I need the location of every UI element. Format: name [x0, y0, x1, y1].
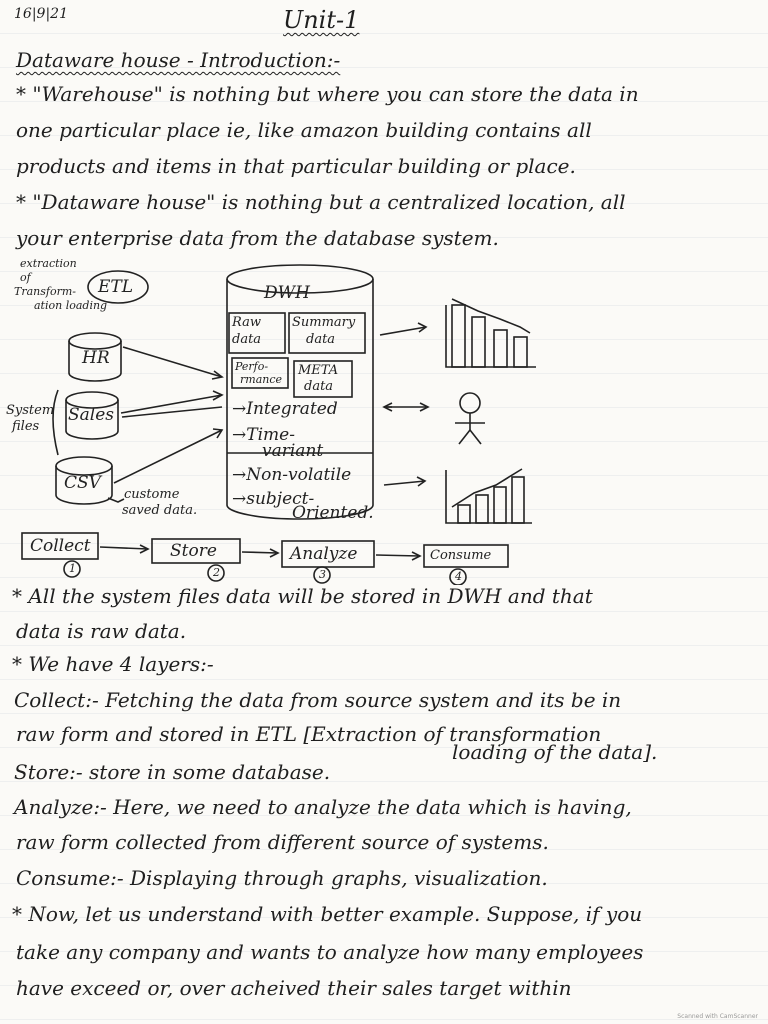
body-line-11: * Now, let us understand with better example. Suppose, if you [12, 902, 643, 926]
etl-note-line-4: ation loading [34, 299, 108, 312]
unit-title: Unit-1 [283, 6, 360, 34]
flow-number-2: 2 [213, 566, 220, 579]
declining-bar-chart [446, 299, 536, 367]
csv-label: CSV [64, 473, 101, 493]
box-raw-line-1: Raw [232, 315, 261, 330]
feature-integrated: →Integrated [232, 399, 338, 419]
feature-non-volatile: →Non-volatile [232, 465, 352, 485]
intro-line-5: your enterprise data from the database system. [16, 226, 499, 250]
body-line-1: * All the system files data will be stored in DWH and that [12, 584, 593, 608]
sales-label: Sales [68, 405, 115, 425]
scanner-mark: Scanned with CamScanner [677, 1013, 758, 1020]
body-line-13: have exceed or, over acheived their sales target within [16, 976, 572, 1000]
feature-subject: →subject- [232, 489, 315, 509]
box-meta-line-2: data [304, 379, 334, 394]
intro-line-4: * "Dataware house" is nothing but a centralized location, all [16, 190, 626, 214]
body-line-8: Analyze:- Here, we need to analyze the data which is having, [14, 795, 632, 819]
system-files-line-2: files [12, 419, 40, 434]
flow-consume: Consume [430, 548, 492, 563]
box-meta-line-1: META [298, 363, 339, 378]
feature-variant: variant [262, 441, 324, 461]
rising-bar-chart [446, 469, 532, 523]
etl-note-line-1: extraction [20, 257, 77, 270]
body-line-10: Consume:- Displaying through graphs, visualization. [16, 866, 548, 890]
body-line-2: data is raw data. [16, 619, 187, 643]
flow-number-4: 4 [455, 570, 462, 583]
body-line-9: raw form collected from different source of systems. [16, 830, 549, 854]
person-figure [455, 393, 485, 444]
body-line-3: * We have 4 layers:- [12, 652, 214, 676]
custome-note-line-1: custome [124, 487, 180, 502]
diagram-drawing [0, 255, 768, 585]
body-line-7: Store:- store in some database. [14, 760, 331, 784]
flow-analyze: Analyze [290, 544, 358, 564]
box-raw-line-2: data [232, 332, 262, 347]
intro-line-3: products and items in that particular building or place. [16, 154, 576, 178]
system-files-line-1: System [6, 403, 55, 418]
box-performance-line-2: rmance [240, 373, 283, 386]
feature-time: →Time- [232, 425, 295, 445]
intro-line-1: * "Warehouse" is nothing but where you can store the data in [16, 82, 639, 106]
page-heading: Dataware house - Introduction:- [16, 48, 341, 72]
flow-number-1: 1 [69, 562, 76, 575]
dwh-diagram [0, 255, 768, 585]
flow-store: Store [170, 541, 217, 561]
box-summary-line-1: Summary [292, 315, 356, 330]
flow-collect: Collect [30, 536, 91, 556]
intro-line-2: one particular place ie, like amazon building contains all [16, 118, 592, 142]
box-summary-line-2: data [306, 332, 336, 347]
date: 16|9|21 [14, 6, 68, 22]
body-line-6: loading of the data]. [452, 740, 658, 764]
hr-label: HR [82, 348, 110, 368]
dwh-title: DWH [264, 283, 310, 303]
etl-note-line-3: Transform- [14, 285, 76, 298]
body-line-5: raw form and stored in ETL [Extraction of transformation [16, 722, 602, 746]
etl-note-line-2: of [20, 271, 31, 284]
box-performance-line-1: Perfo- [235, 360, 269, 373]
feature-oriented: Oriented. [292, 503, 374, 523]
body-line-4: Collect:- Fetching the data from source system and its be in [14, 688, 622, 712]
etl-label: ETL [98, 277, 134, 297]
custome-note-line-2: saved data. [122, 503, 198, 518]
flow-number-3: 3 [319, 568, 326, 581]
body-line-12: take any company and wants to analyze how many employees [16, 940, 644, 964]
